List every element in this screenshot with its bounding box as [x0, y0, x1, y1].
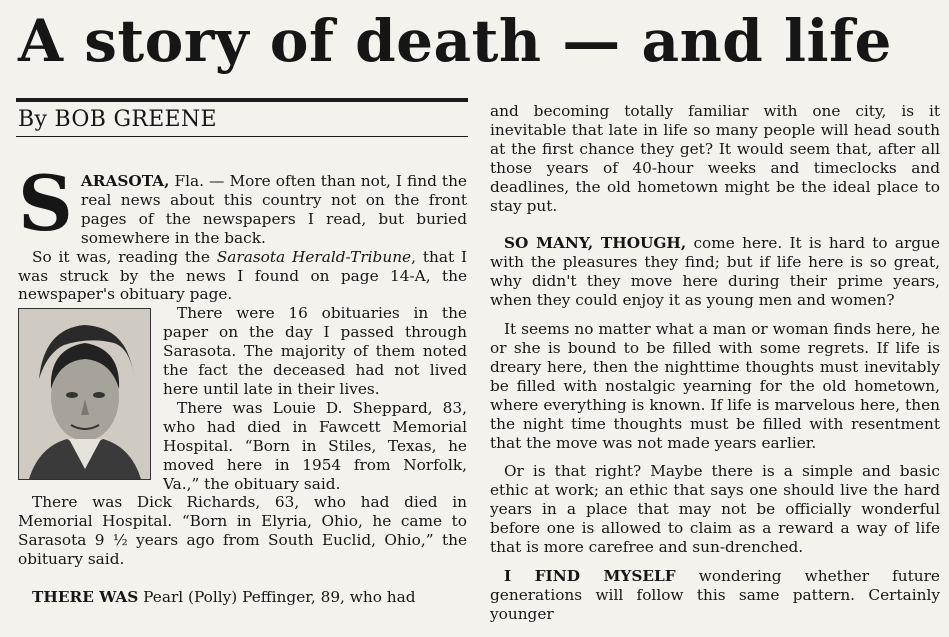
left-column	[18, 159, 467, 607]
byline-rule	[16, 136, 468, 137]
paragraph-hometown: and becoming totally familiar with one city, is it inevitable that late in life so many people will head south at the first chance they get? It would seem that, after all those years of 40-hour weeks and timeclocks and deadlines, the old hometown might be the ideal place to stay put.	[490, 102, 940, 215]
paragraph-sheppard: There was Louie D. Sheppard, 83, who had died in Fawcett Memorial Hospital. “Born in Stiles, Texas, he moved here in 1954 from Norfolk, Va.,” the obituary said.	[163, 398, 467, 493]
paragraph-ethic: Or is that right? Maybe there is a simple and basic ethic at work; an ethic that says one should live the hard years in a place that may not be officially wonderful before one is allowed to claim as a reward a way of life that is more carefree and sun-drenched.	[490, 462, 940, 557]
paragraph-future: I FIND MYSELF wondering whether future generations will follow this same pattern. Certainly younger	[490, 566, 940, 623]
drop-cap: S	[18, 159, 73, 248]
paragraph-so-many: SO MANY, THOUGH, come here. It is hard to argue with the pleasures they find; but if life here is so great, why didn't they move here during their prime years, when they could enjoy it as young men and women?	[490, 234, 940, 310]
paragraph-regrets: It seems no matter what a man or woman finds here, he or she is bound to be filled with some regrets. If life is dreary here, then the nighttime thoughts must inevitably be filled with nostalgic yearning for the old hometown, where everything is known. If life is marvelous here, then the night time thoughts must be filled with resentment that the move was not made years earlier.	[490, 320, 940, 452]
paragraph-peffinger: THERE WAS Pearl (Polly) Peffinger, 89, who had	[32, 588, 416, 607]
subhead-i-find-myself: I FIND MYSELF	[504, 566, 676, 585]
subhead-so-many: SO MANY, THOUGH,	[504, 234, 687, 253]
paragraph-dateline	[18, 159, 467, 248]
dateline-text: Fla. — More often than not, I find the real news about this country not on the front pages of the newspapers I read, but buried somewhere in the back.	[80, 172, 467, 247]
right-column	[490, 102, 940, 624]
author-photo	[18, 308, 151, 480]
portrait-image	[19, 309, 150, 479]
newspaper-name: Sarasota Herald-Tribune	[216, 247, 412, 266]
paragraph-obituaries: There were 16 obituaries in the paper on the day I passed through Sarasota. The majority of them noted the fact the deceased had not lived here until late in their lives.	[163, 304, 467, 398]
headline-rule	[16, 98, 468, 102]
paragraph-richards: There was Dick Richards, 63, who had died in Memorial Hospital. “Born in Elyria, Ohio, he came to Sarasota 9 ½ years ago from South Euclid, Ohio,” the obituary said.	[18, 493, 467, 569]
subhead-there-was: THERE WAS	[32, 588, 139, 607]
headline: A story of death — and life	[18, 7, 892, 75]
paragraph-herald: So it was, reading the Sarasota Herald-Tribune, that I was struck by the news I found on page 14-A, the newspaper's obituary page.	[18, 247, 467, 304]
dateline-caps: ARASOTA,	[80, 172, 170, 190]
byline: By BOB GREENE	[18, 107, 217, 132]
